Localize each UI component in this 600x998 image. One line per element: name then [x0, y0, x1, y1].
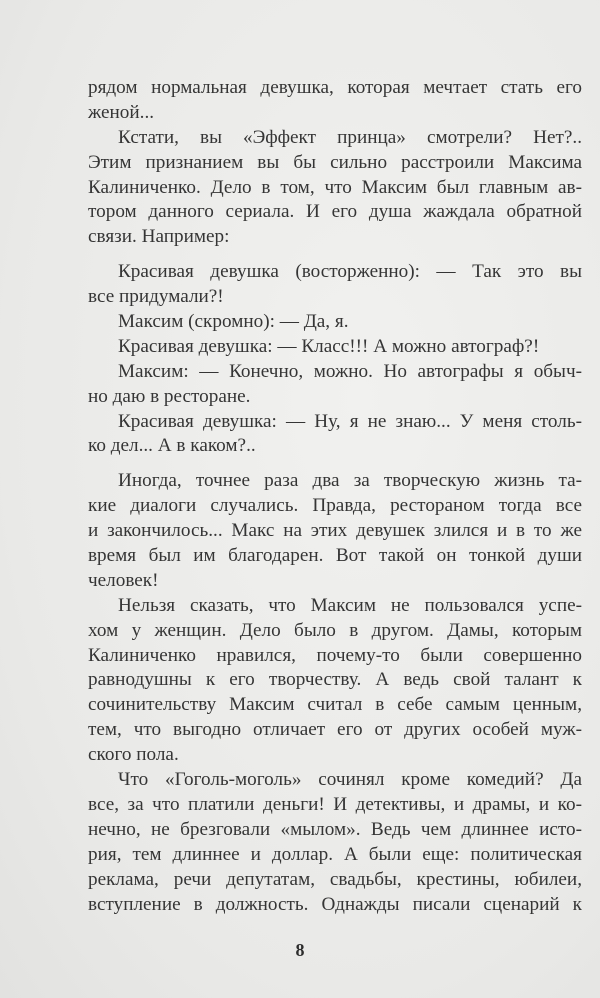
body-text — [88, 76, 582, 917]
paragraph — [88, 310, 582, 335]
paragraph — [88, 360, 582, 410]
text-line: Красивая девушка (восторженно): — Так это вы — [118, 261, 582, 283]
text-line: кие диалоги случались. Правда, рестораном тогда все — [88, 495, 582, 517]
paragraph — [88, 410, 582, 460]
text-line: вступление в должность. Однажды писали сценарий к — [88, 893, 582, 915]
text-line: равнодушны к его творчеству. А ведь свой талант к — [88, 669, 582, 691]
text-line: Этим признанием вы бы сильно расстроили Максима — [88, 151, 582, 173]
text-line: хом у женщин. Дело было в другом. Дамы, которым — [88, 619, 582, 641]
text-line: Иногда, точнее раза два за творческую жизнь та- — [118, 470, 582, 492]
text-line: рия, тем длиннее и доллар. А были еще: политическая — [88, 843, 582, 865]
text-line: женой... — [88, 101, 155, 123]
text-line: связи. Например: — [88, 226, 230, 248]
paragraph — [88, 126, 582, 250]
text-line: все придумали?! — [88, 286, 224, 308]
paragraph — [88, 768, 582, 917]
text-line: ского пола. — [88, 744, 179, 766]
text-line: Что «Гоголь-моголь» сочинял кроме комедий? Да — [118, 769, 582, 791]
text-line: Калиниченко. Дело в том, что Максим был главным ав- — [88, 176, 582, 198]
text-line: Нельзя сказать, что Максим не пользовался успе- — [118, 594, 582, 616]
page-number: 8 — [295, 940, 305, 960]
paragraph — [88, 594, 582, 768]
text-line: все, за что платили деньги! И детективы, и драмы, и ко- — [88, 793, 582, 815]
text-line: реклама, речи депутатам, свадьбы, крестины, юбилеи, — [88, 868, 582, 890]
paragraph — [88, 469, 582, 593]
paragraph — [88, 335, 582, 360]
text-line: и закончилось... Макс на этих девушек злился и в то же — [88, 520, 582, 542]
text-line: Максим (скромно): — Да, я. — [118, 311, 349, 333]
text-line: Калиниченко нравился, почему-то были совершенно — [88, 644, 582, 666]
paragraph — [88, 260, 582, 310]
text-line: Красивая девушка: — Ну, я не знаю... У меня столь- — [118, 410, 582, 432]
text-line: нечно, не брезговали «мылом». Ведь чем длиннее исто- — [88, 818, 582, 840]
text-line: тором данного сериала. И его душа жаждала обратной — [88, 201, 582, 223]
text-line: тем, что выгодно отличает его от других особей муж- — [88, 719, 582, 741]
text-line: человек! — [88, 569, 159, 591]
text-line: но даю в ресторане. — [88, 385, 251, 407]
text-line: сочинительству Максим считал в себе самым ценным, — [88, 694, 582, 716]
text-line: время был им благодарен. Вот такой он тонкой души — [88, 545, 582, 567]
text-line: ко дел... А в каком?.. — [88, 435, 256, 457]
text-line: Кстати, вы «Эффект принца» смотрели? Нет?.. — [118, 126, 582, 148]
text-line: рядом нормальная девушка, которая мечтает стать его — [88, 77, 582, 98]
paragraph — [88, 76, 582, 126]
text-line: Красивая девушка: — Класс!!! А можно автограф?! — [118, 335, 540, 357]
text-line: Максим: — Конечно, можно. Но автографы я обыч- — [118, 360, 582, 382]
